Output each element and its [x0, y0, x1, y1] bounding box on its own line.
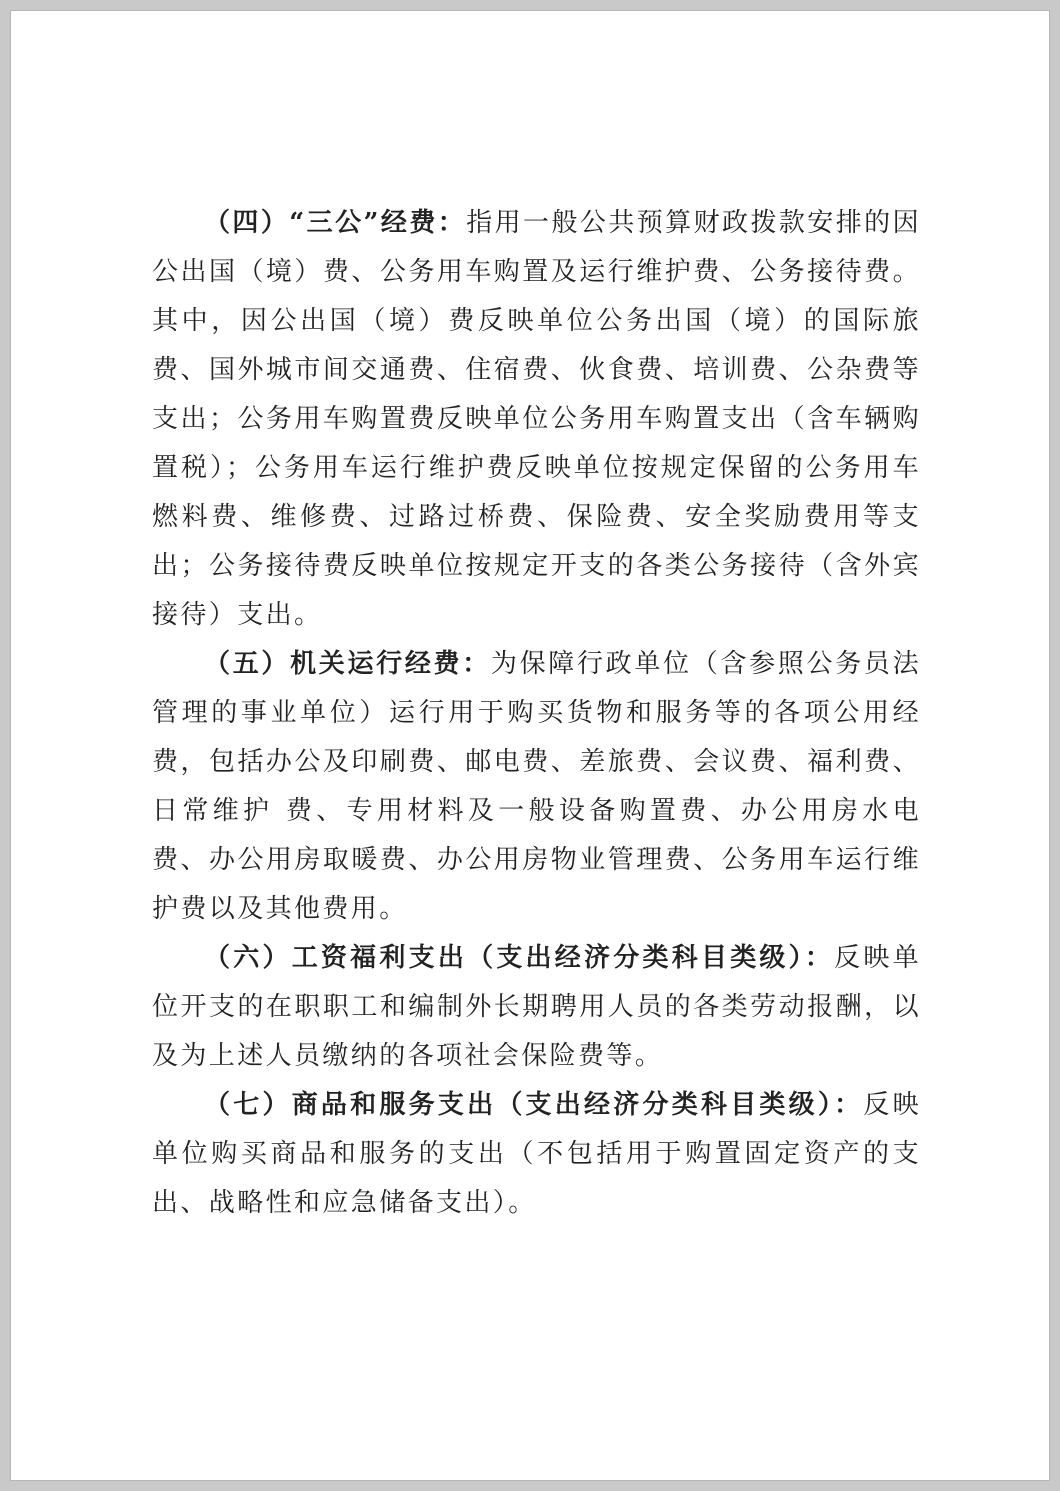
- paragraph-five: [152, 640, 921, 934]
- paragraph-four-heading: （四）“三公”经费：: [204, 208, 467, 238]
- paragraph-four-text: 指用一般公共预算财政拨款安排的因公出国（境）费、公务用车购置及运行维护费、公务接待费。其中，因公出国（境）费反映单位公务出国（境）的国际旅费、国外城市间交通费、住宿费、伙食费、培训费、公杂费等支出；公务用车购置费反映单位公务用车购置支出（含车辆购置税）；公务用车运行维护费反映单位按规定保留的公务用车燃料费、维修费、过路过桥费、保险费、安全奖励费用等支出；公务接待费反映单位按规定开支的各类公务接待（含外宾接待）支出。: [152, 208, 921, 630]
- paragraph-six-heading: （六）工资福利支出（支出经济分类科目类级）：: [204, 943, 835, 973]
- paragraph-seven-text: 反映单位购买商品和服务的支出（不包括用于购置固定资产的支出、战略性和应急储备支出）。: [152, 1090, 921, 1218]
- paragraph-five-text: 为保障行政单位（含参照公务员法管理的事业单位）运行用于购买货物和服务等的各项公用经费，包括办公及印刷费、邮电费、差旅费、会议费、福利费、日常维护 费、专用材料及一般设备购置费、办公用房水电费、办公用房取暖费、办公用房物业管理费、公务用车运行维护费以及其他费用。: [152, 649, 921, 924]
- paragraph-seven: [152, 1081, 921, 1228]
- document-page: [10, 10, 1050, 1481]
- paragraph-six-text: 反映单位开支的在职职工和编制外长期聘用人员的各类劳动报酬，以及为上述人员缴纳的各项社会保险费等。: [152, 943, 921, 1071]
- paragraph-five-heading: （五）机关运行经费：: [204, 649, 491, 679]
- paragraph-six: [152, 934, 921, 1081]
- paragraph-four: [152, 199, 921, 640]
- paragraph-seven-heading: （七）商品和服务支出（支出经济分类科目类级）：: [204, 1090, 864, 1120]
- document-body: [152, 199, 921, 1228]
